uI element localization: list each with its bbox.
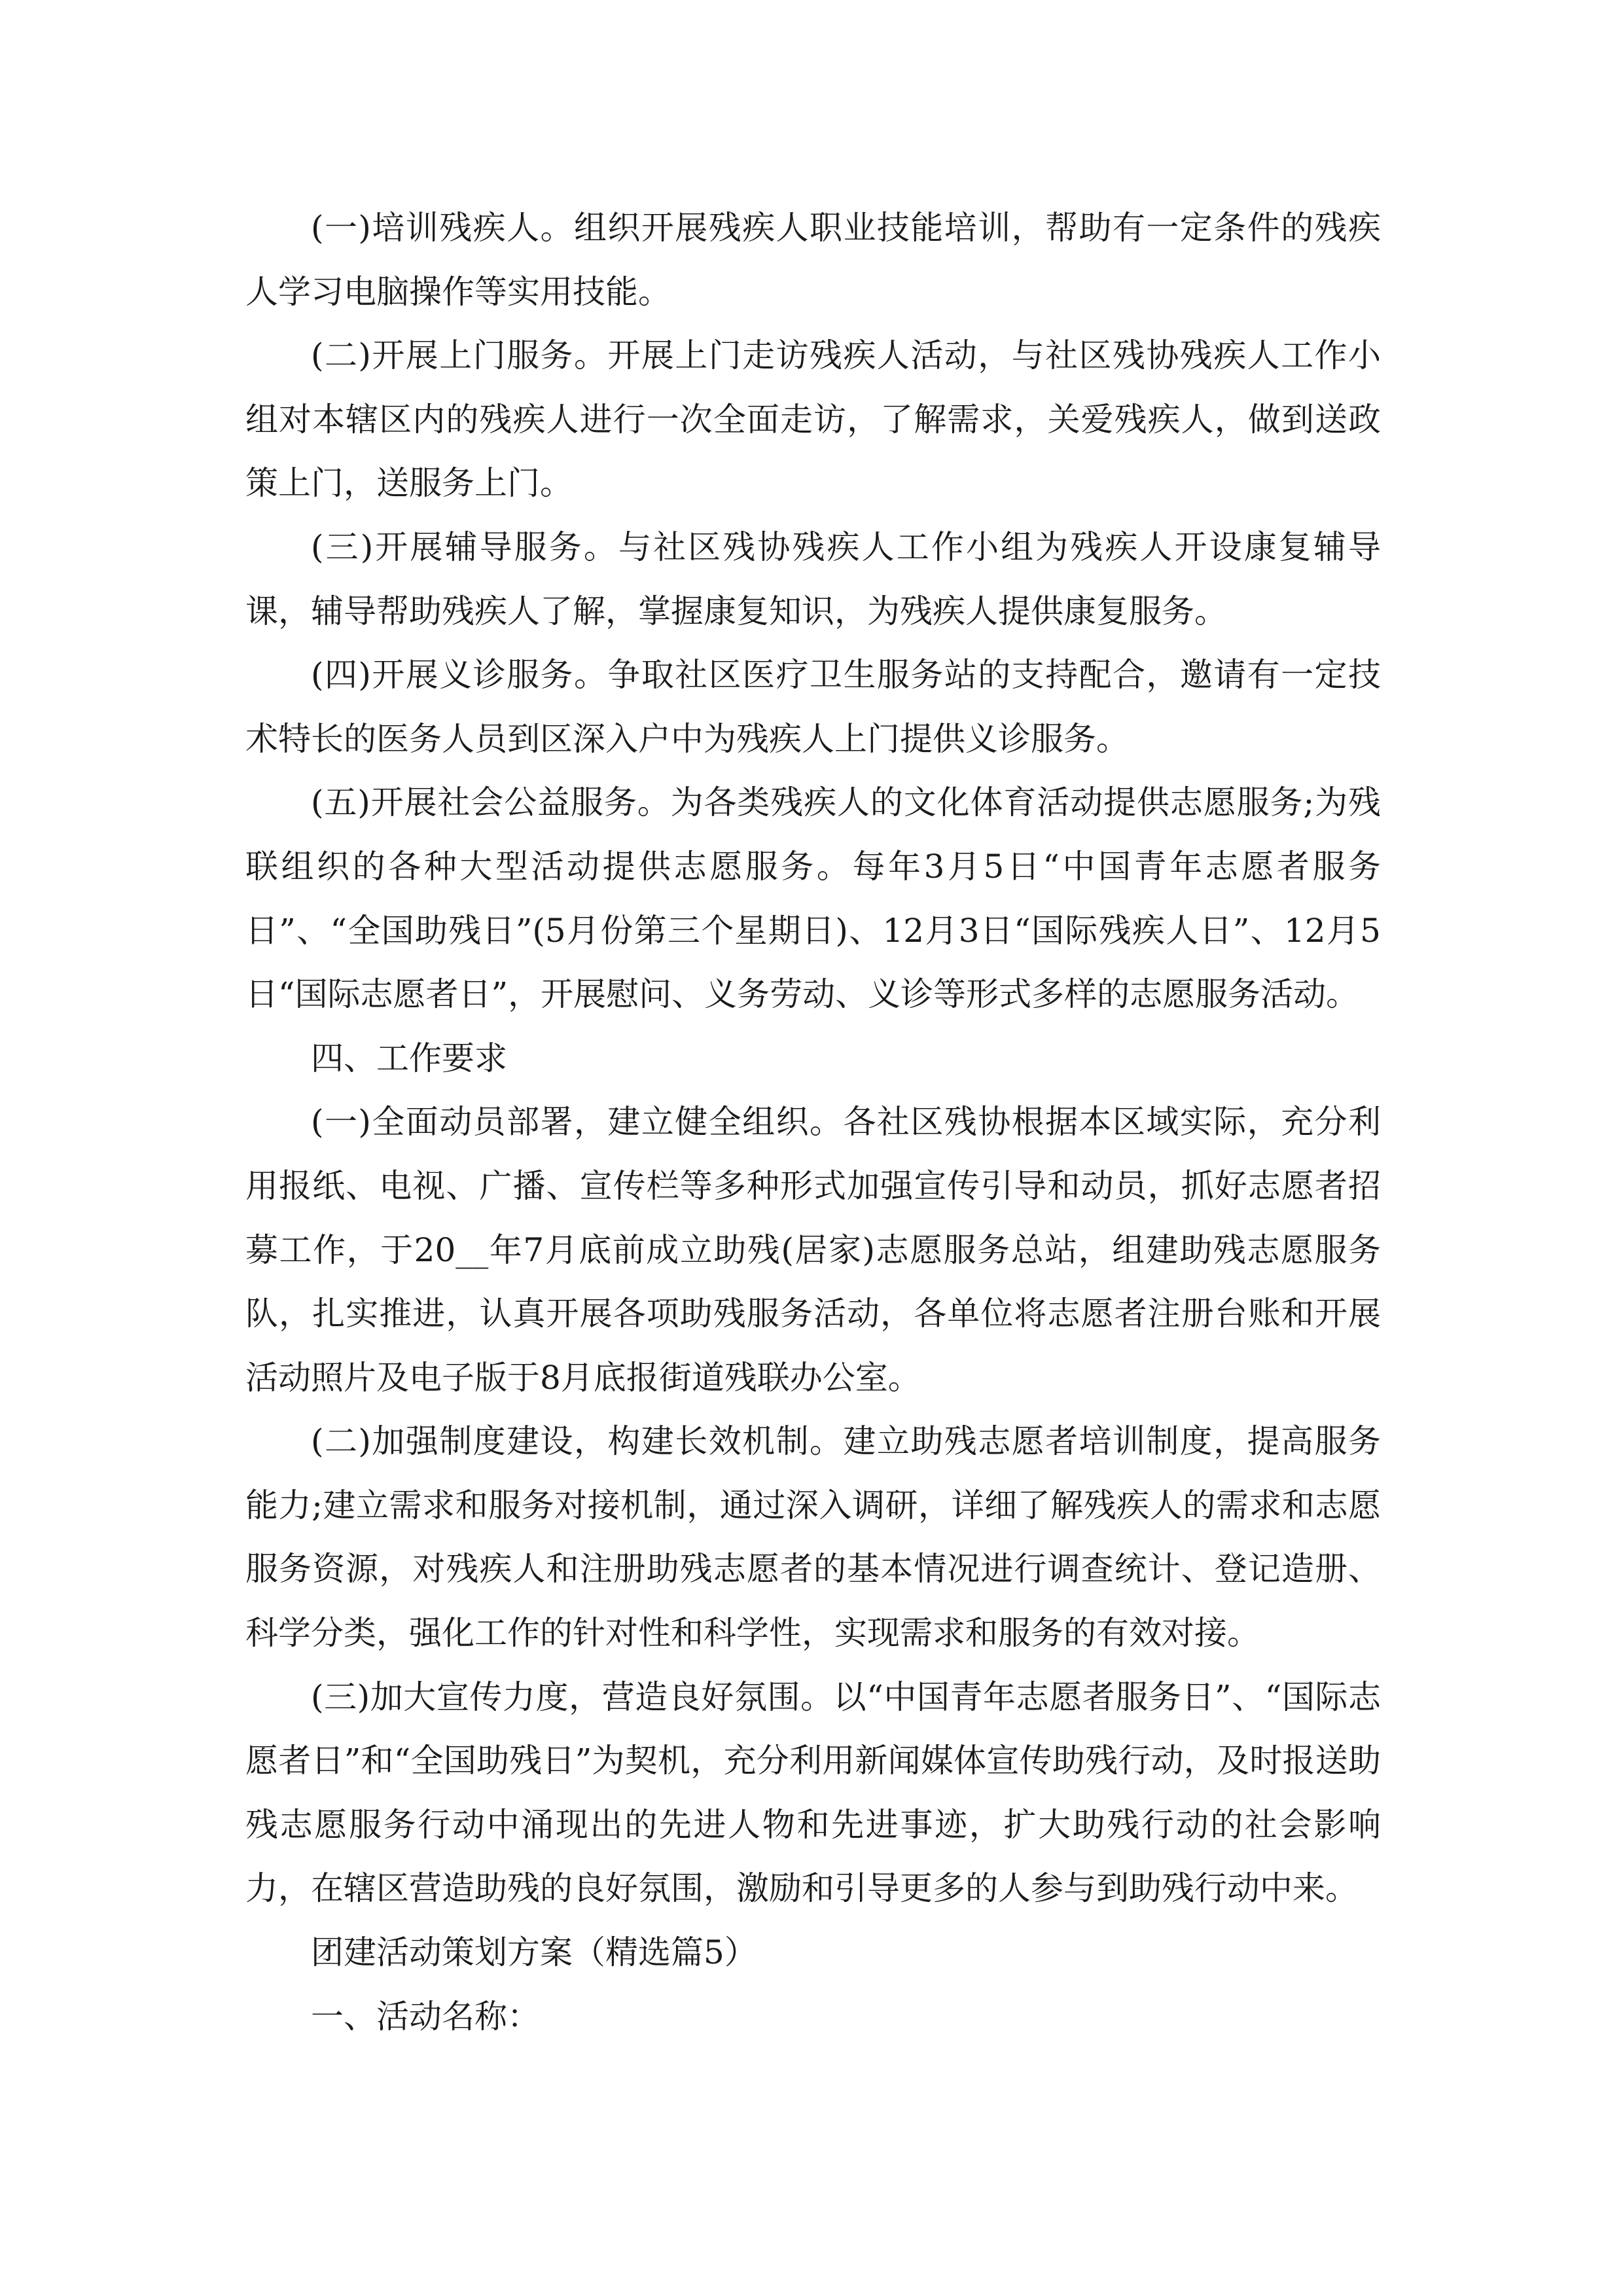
section-heading-activity-name: 一、活动名称：	[311, 1997, 540, 2036]
document-body	[245, 196, 1381, 2049]
paragraph-mobilization: (一)全面动员部署，建立健全组织。各社区残协根据本区域实际，充分利用报纸、电视、广播、宣传栏等多种形式加强宣传引导和动员，抓好志愿者招募工作，于20__年7月底前成立助残(居家)志愿服务总站，组建助残志愿服务队，扎实推进，认真开展各项助残服务活动，各单位将志愿者注册台账和开展活动照片及电子版于8月底报街道残联办公室。	[245, 1103, 1381, 1397]
paragraph-free-clinic: (四)开展义诊服务。争取社区医疗卫生服务站的支持配合，邀请有一定技术特长的医务人员到区深入户中为残疾人上门提供义诊服务。	[245, 656, 1381, 758]
plan-title: 团建活动策划方案（精选篇5）	[311, 1933, 757, 1972]
paragraph-public-welfare: (五)开展社会公益服务。为各类残疾人的文化体育活动提供志愿服务;为残联组织的各种大型活动提供志愿服务。每年3月5日“中国青年志愿者服务日”、“全国助残日”(5月份第三个星期日)、12月3日“国际残疾人日”、12月5日“国际志愿者日”，开展慰问、义务劳动、义诊等形式多样的志愿服务活动。	[245, 783, 1381, 1014]
paragraph-system-building: (二)加强制度建设，构建长效机制。建立助残志愿者培训制度，提高服务能力;建立需求和服务对接机制，通过深入调研，详细了解残疾人的需求和志愿服务资源，对残疾人和注册助残志愿者的基本情况进行调查统计、登记造册、科学分类，强化工作的针对性和科学性，实现需求和服务的有效对接。	[245, 1422, 1381, 1653]
paragraph-counseling: (三)开展辅导服务。与社区残协残疾人工作小组为残疾人开设康复辅导课，辅导帮助残疾人了解，掌握康复知识，为残疾人提供康复服务。	[245, 528, 1381, 630]
paragraph-home-service: (二)开展上门服务。开展上门走访残疾人活动，与社区残协残疾人工作小组对本辖区内的残疾人进行一次全面走访，了解需求，关爱残疾人，做到送政策上门，送服务上门。	[245, 336, 1381, 503]
paragraph-training: (一)培训残疾人。组织开展残疾人职业技能培训，帮助有一定条件的残疾人学习电脑操作等实用技能。	[245, 209, 1381, 311]
paragraph-publicity: (三)加大宣传力度，营造良好氛围。以“中国青年志愿者服务日”、“国际志愿者日”和“全国助残日”为契机，充分利用新闻媒体宣传助残行动，及时报送助残志愿服务行动中涌现出的先进人物和先进事迹，扩大助残行动的社会影响力，在辖区营造助残的良好氛围，激励和引导更多的人参与到助残行动中来。	[245, 1677, 1381, 1908]
section-heading-requirements: 四、工作要求	[311, 1039, 507, 1077]
